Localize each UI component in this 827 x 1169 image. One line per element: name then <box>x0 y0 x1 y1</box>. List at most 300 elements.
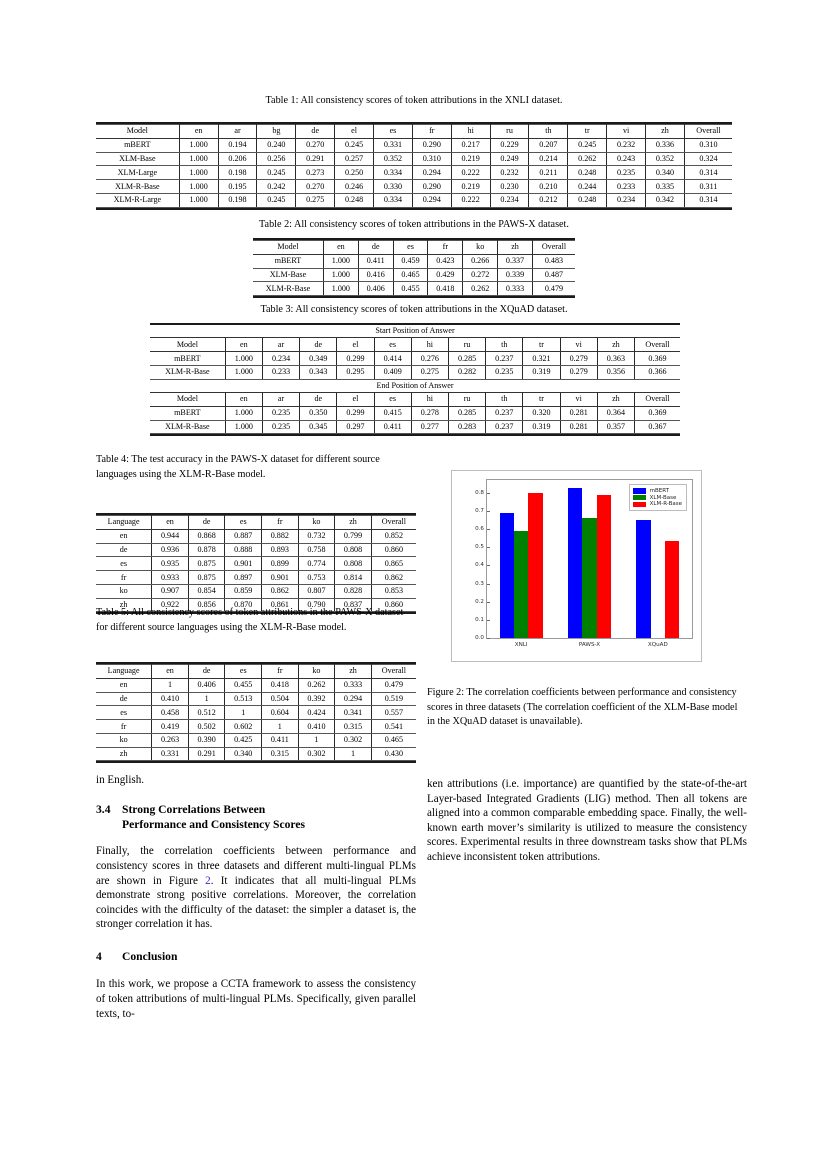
table-cell: 0.319 <box>523 420 560 434</box>
table-header-cell: hi <box>411 393 448 407</box>
table-header-cell: es <box>374 338 411 352</box>
chart-y-tick-label: 0.2 <box>475 599 487 605</box>
table-cell: 0.335 <box>646 180 685 194</box>
table-cell: 1 <box>152 678 189 692</box>
table-cell: 0.234 <box>490 193 529 207</box>
figure-2-caption: Figure 2: The correlation coefficients between performance and consistency scores in three datasets (The correlation coefficient of the XLM-Base model in the XQuAD dataset is unavailable). <box>427 687 738 728</box>
table-cell: 0.290 <box>412 138 451 152</box>
legend-item-mbert <box>633 488 682 494</box>
table-cell: 0.799 <box>335 529 372 543</box>
table-cell: 0.299 <box>337 352 374 366</box>
table-cell: 1.000 <box>179 152 218 166</box>
table-cell: 0.392 <box>298 692 335 706</box>
table-header-cell: tr <box>523 338 560 352</box>
table-cell: 0.281 <box>560 420 597 434</box>
chart-x-tick-label: XQuAD <box>647 641 668 648</box>
table-cell: XLM-R-Large <box>96 193 179 207</box>
table-cell: 0.487 <box>532 268 575 282</box>
table-cell: 0.465 <box>371 733 416 747</box>
table-cell: zh <box>96 598 152 612</box>
table-cell: XLM-R-Base <box>150 365 225 379</box>
table-row <box>253 254 575 268</box>
table-4 <box>96 515 416 612</box>
table-cell: 0.367 <box>635 420 681 434</box>
table-cell: 0.246 <box>335 180 374 194</box>
table-header-row <box>253 241 575 255</box>
table-cell: 0.369 <box>635 352 681 366</box>
table-header-cell: fr <box>262 516 299 530</box>
table-cell: fr <box>96 720 152 734</box>
table-cell: 0.808 <box>335 543 372 557</box>
table-header-cell: ar <box>262 338 299 352</box>
table-cell: 0.234 <box>262 352 299 366</box>
table-cell: 0.424 <box>298 706 335 720</box>
table-cell: XLM-Large <box>96 166 179 180</box>
table-header-cell: Model <box>150 338 225 352</box>
table-cell: 0.232 <box>490 166 529 180</box>
table-cell: 0.350 <box>300 406 337 420</box>
table-header-cell: vi <box>607 125 646 139</box>
table-cell: 0.248 <box>335 193 374 207</box>
table-cell: 0.557 <box>371 706 416 720</box>
table-cell: 0.479 <box>532 282 575 296</box>
table-cell: 0.212 <box>529 193 568 207</box>
table-cell: 0.210 <box>529 180 568 194</box>
chart-x-tick-label: XNLI <box>514 641 528 648</box>
table-header-row <box>150 393 680 407</box>
table-cell: 0.875 <box>188 557 225 571</box>
table-cell: 0.278 <box>411 406 448 420</box>
table-cell: 0.222 <box>451 193 490 207</box>
table-cell: 0.235 <box>486 365 523 379</box>
table-header-cell: de <box>300 338 337 352</box>
table-4-caption-block <box>96 453 416 482</box>
table-cell: 0.465 <box>393 268 428 282</box>
table-cell: 0.935 <box>152 557 189 571</box>
continuation-line: in English. <box>96 774 145 786</box>
chart-legend <box>629 484 687 511</box>
table-header-cell: en <box>152 516 189 530</box>
table-header-cell: Language <box>96 516 152 530</box>
table-cell: 0.901 <box>262 571 299 585</box>
table-cell: 0.237 <box>486 352 523 366</box>
table-cell: 0.297 <box>337 420 374 434</box>
chart-y-tick-label: 0.8 <box>475 490 487 496</box>
figure-2-chart <box>451 470 702 662</box>
table-header-cell: fr <box>428 241 463 255</box>
table-5-caption-block <box>96 606 416 635</box>
table-cell: 0.340 <box>225 747 262 761</box>
table-header-cell: tr <box>523 393 560 407</box>
figure-2-caption-block <box>427 686 747 730</box>
table-3 <box>150 325 680 434</box>
table-cell: 0.243 <box>607 152 646 166</box>
table-3-caption-block <box>96 303 732 318</box>
table-cell: 0.878 <box>188 543 225 557</box>
table-header-cell: de <box>188 516 225 530</box>
chart-bar <box>514 531 528 638</box>
table-header-cell: fr <box>412 125 451 139</box>
table-cell: 1 <box>262 720 299 734</box>
table-cell: 0.245 <box>335 138 374 152</box>
table-header-cell: fr <box>262 665 299 679</box>
table-cell: 0.406 <box>188 678 225 692</box>
table-cell: 0.283 <box>448 420 485 434</box>
table-cell: 0.875 <box>188 571 225 585</box>
table-cell: 0.852 <box>371 529 416 543</box>
table-cell: 0.248 <box>568 193 607 207</box>
table-cell: 0.275 <box>296 193 335 207</box>
table-cell: 0.406 <box>358 282 393 296</box>
table-cell: 0.455 <box>225 678 262 692</box>
table-header-cell: es <box>374 125 413 139</box>
table-cell: 0.330 <box>374 180 413 194</box>
table-header-cell: zh <box>498 241 533 255</box>
section-heading-4 <box>96 949 416 964</box>
table-row <box>150 352 680 366</box>
table-cell: 0.302 <box>335 733 372 747</box>
table-header-cell: ru <box>448 338 485 352</box>
table-header-cell: ko <box>298 665 335 679</box>
paragraph-3-4-part-a: Finally, the correlation coefficients between performance and consistency scores in three datasets and different multi-lingual PLMs are shown in Figure <box>96 845 416 887</box>
table-header-cell: ru <box>448 393 485 407</box>
table-header-cell: zh <box>646 125 685 139</box>
table-cell: 0.256 <box>257 152 296 166</box>
table-header-cell: tr <box>568 125 607 139</box>
table-cell: 0.270 <box>296 180 335 194</box>
table-cell: 0.430 <box>371 747 416 761</box>
table-group-title-row <box>150 325 680 338</box>
table-header-cell: Model <box>253 241 323 255</box>
section-4-number: 4 <box>96 949 102 963</box>
table-cell: XLM-R-Base <box>253 282 323 296</box>
table-cell: 0.334 <box>374 193 413 207</box>
table-cell: 0.458 <box>152 706 189 720</box>
table-cell: 0.425 <box>225 733 262 747</box>
table-header-row <box>96 125 732 139</box>
table-cell: 0.234 <box>607 193 646 207</box>
table-cell: XLM-R-Base <box>96 180 179 194</box>
table-row <box>96 557 416 571</box>
table-cell: 0.235 <box>262 420 299 434</box>
table-cell: 0.276 <box>411 352 448 366</box>
table-cell: 0.411 <box>374 420 411 434</box>
right-column-body <box>427 777 747 865</box>
table-cell: 0.315 <box>262 747 299 761</box>
table-cell: 0.513 <box>225 692 262 706</box>
table-cell: 0.333 <box>498 282 533 296</box>
table-cell: 0.364 <box>597 406 634 420</box>
table-cell: 0.245 <box>257 193 296 207</box>
table-cell: 0.860 <box>371 543 416 557</box>
table-cell: 0.229 <box>490 138 529 152</box>
table-row <box>96 166 732 180</box>
table-cell: 0.363 <box>597 352 634 366</box>
section-heading-3-4 <box>96 802 416 833</box>
table-cell: 0.285 <box>448 352 485 366</box>
table-cell: 0.753 <box>298 571 335 585</box>
table-cell: 0.828 <box>335 584 372 598</box>
table-cell: 0.266 <box>463 254 498 268</box>
table-header-cell: en <box>323 241 358 255</box>
table-cell: 0.352 <box>646 152 685 166</box>
table-row <box>96 138 732 152</box>
table-header-cell: Overall <box>532 241 575 255</box>
table-row <box>253 268 575 282</box>
table-header-cell: th <box>486 393 523 407</box>
table-cell: 0.862 <box>371 571 416 585</box>
table-cell: 0.859 <box>225 584 262 598</box>
table-cell: ko <box>96 733 152 747</box>
table-cell: 0.194 <box>218 138 257 152</box>
table-header-cell: Overall <box>635 393 681 407</box>
table-cell: 0.341 <box>335 706 372 720</box>
table-cell: 0.279 <box>560 352 597 366</box>
table-5 <box>96 664 416 761</box>
table-header-cell: el <box>335 125 374 139</box>
table-row <box>96 193 732 207</box>
table-header-cell: Overall <box>371 516 416 530</box>
table-2-caption: Table 2: All consistency scores of token attributions in the PAWS-X dataset. <box>259 219 569 230</box>
table-cell: 0.245 <box>257 166 296 180</box>
table-header-cell: de <box>188 665 225 679</box>
table-cell: 0.936 <box>152 543 189 557</box>
table-cell: 0.837 <box>335 598 372 612</box>
table-5-block <box>96 662 416 763</box>
figure-2-reference-link[interactable]: 2 <box>205 874 211 887</box>
table-cell: 0.295 <box>337 365 374 379</box>
table-row <box>96 678 416 692</box>
table-header-cell: hi <box>411 338 448 352</box>
table-1-bottomrule <box>96 208 732 210</box>
table-1-caption: Table 1: All consistency scores of token attributions in the XNLI dataset. <box>265 95 563 106</box>
table-cell: 0.310 <box>412 152 451 166</box>
table-cell: 0.340 <box>646 166 685 180</box>
table-cell: 0.249 <box>490 152 529 166</box>
table-cell: 0.870 <box>225 598 262 612</box>
table-cell: 0.195 <box>218 180 257 194</box>
table-cell: 0.290 <box>412 180 451 194</box>
chart-y-tick-label: 0.4 <box>475 562 487 568</box>
table-cell: 1.000 <box>179 193 218 207</box>
table-cell: 0.245 <box>568 138 607 152</box>
table-header-cell: zh <box>335 516 372 530</box>
table-cell: 0.356 <box>597 365 634 379</box>
legend-swatch-mbert <box>633 488 646 493</box>
table-row <box>96 543 416 557</box>
table-cell: fr <box>96 571 152 585</box>
table-group-title: Start Position of Answer <box>150 325 680 338</box>
table-cell: 1.000 <box>179 180 218 194</box>
chart-y-tick-label: 0.1 <box>475 617 487 623</box>
table-header-cell: es <box>374 393 411 407</box>
table-cell: 0.237 <box>486 406 523 420</box>
table-cell: 0.291 <box>296 152 335 166</box>
table-header-cell: es <box>225 516 262 530</box>
chart-y-tick-label: 0.5 <box>475 544 487 550</box>
table-cell: mBERT <box>150 406 225 420</box>
table-header-cell: th <box>529 125 568 139</box>
table-2 <box>253 240 575 296</box>
chart-y-tick-label: 0.7 <box>475 508 487 514</box>
table-cell: 0.270 <box>296 138 335 152</box>
table-cell: 0.242 <box>257 180 296 194</box>
table-cell: 0.272 <box>463 268 498 282</box>
table-cell: 0.314 <box>684 166 732 180</box>
table-row <box>96 529 416 543</box>
table-cell: 0.888 <box>225 543 262 557</box>
table-header-cell: zh <box>597 338 634 352</box>
table-header-cell: vi <box>560 393 597 407</box>
chart-y-tick-label: 0.0 <box>475 635 487 641</box>
table-cell: 0.233 <box>607 180 646 194</box>
table-cell: 0.343 <box>300 365 337 379</box>
table-cell: 0.282 <box>448 365 485 379</box>
table-5-caption: Table 5: All consistency scores of token attributions in the PAWS-X dataset for different source languages using the XLM-R-Base model. <box>96 607 404 633</box>
table-cell: mBERT <box>96 138 179 152</box>
table-cell: 0.248 <box>568 166 607 180</box>
table-header-row <box>96 665 416 679</box>
table-cell: 0.758 <box>298 543 335 557</box>
table-cell: 1.000 <box>323 268 358 282</box>
table-cell: 0.429 <box>428 268 463 282</box>
table-cell: 0.244 <box>568 180 607 194</box>
table-2-bottomrule <box>253 296 575 298</box>
table-group-title-row <box>150 379 680 392</box>
table-cell: 1 <box>188 692 225 706</box>
chart-y-tick-label: 0.6 <box>475 526 487 532</box>
table-cell: 0.219 <box>451 152 490 166</box>
table-cell: 0.868 <box>188 529 225 543</box>
table-header-cell: de <box>358 241 393 255</box>
table-row <box>96 152 732 166</box>
table-cell: 0.807 <box>298 584 335 598</box>
table-cell: 0.331 <box>152 747 189 761</box>
table-cell: 0.257 <box>335 152 374 166</box>
table-cell: 0.519 <box>371 692 416 706</box>
table-cell: de <box>96 543 152 557</box>
table-header-cell: de <box>296 125 335 139</box>
table-cell: 0.732 <box>298 529 335 543</box>
table-cell: 0.319 <box>523 365 560 379</box>
table-cell: 0.275 <box>411 365 448 379</box>
table-cell: 0.345 <box>300 420 337 434</box>
table-cell: 0.882 <box>262 529 299 543</box>
table-row <box>96 180 732 194</box>
table-cell: 0.419 <box>152 720 189 734</box>
table-row <box>150 406 680 420</box>
table-cell: 0.273 <box>296 166 335 180</box>
table-cell: 0.893 <box>262 543 299 557</box>
table-cell: 0.418 <box>428 282 463 296</box>
legend-label-mbert: mBERT <box>649 488 670 495</box>
table-header-cell: ru <box>490 125 529 139</box>
section-4-title: Conclusion <box>122 949 178 963</box>
table-header-cell: en <box>225 338 262 352</box>
table-cell: XLM-R-Base <box>150 420 225 434</box>
table-header-cell: es <box>393 241 428 255</box>
table-header-cell: en <box>152 665 189 679</box>
table-cell: 0.409 <box>374 365 411 379</box>
table-cell: 0.907 <box>152 584 189 598</box>
table-cell: 0.321 <box>523 352 560 366</box>
table-cell: 0.853 <box>371 584 416 598</box>
table-cell: 0.314 <box>684 193 732 207</box>
table-row <box>150 365 680 379</box>
table-header-cell: Overall <box>635 338 681 352</box>
table-cell: 0.459 <box>393 254 428 268</box>
table-cell: mBERT <box>253 254 323 268</box>
table-header-cell: Overall <box>684 125 732 139</box>
legend-swatch-xlm-base <box>633 495 646 500</box>
table-cell: de <box>96 692 152 706</box>
legend-swatch-xlm-r-base <box>633 502 646 507</box>
table-header-cell: hi <box>451 125 490 139</box>
table-header-cell: ko <box>298 516 335 530</box>
section-3-4-number: 3.4 <box>96 802 111 816</box>
table-cell: 0.277 <box>411 420 448 434</box>
table-cell: 0.235 <box>607 166 646 180</box>
table-header-cell: Model <box>96 125 179 139</box>
table-cell: 0.854 <box>188 584 225 598</box>
chart-x-tick-label: PAWS-X <box>578 641 601 648</box>
table-cell: 0.263 <box>152 733 189 747</box>
table-3-bottomrule <box>150 434 680 436</box>
table-cell: 0.294 <box>412 193 451 207</box>
table-cell: 1.000 <box>225 406 262 420</box>
table-cell: ko <box>96 584 152 598</box>
table-cell: 0.865 <box>371 557 416 571</box>
table-row <box>150 420 680 434</box>
table-cell: 0.279 <box>560 365 597 379</box>
table-header-cell: el <box>337 338 374 352</box>
table-cell: 0.302 <box>298 747 335 761</box>
table-1-block <box>96 122 732 210</box>
table-header-row <box>150 338 680 352</box>
table-cell: 0.198 <box>218 193 257 207</box>
section-3-4-title-line2: Performance and Consistency Scores <box>122 818 306 831</box>
table-row <box>253 282 575 296</box>
table-cell: 0.349 <box>300 352 337 366</box>
table-4-caption: Table 4: The test accuracy in the PAWS-X dataset for different source languages using the XLM-R-Base model. <box>96 454 380 480</box>
legend-item-xlm-base <box>633 495 682 501</box>
table-cell: 0.299 <box>337 406 374 420</box>
table-cell: 0.331 <box>374 138 413 152</box>
table-header-row <box>96 516 416 530</box>
table-cell: 0.366 <box>635 365 681 379</box>
table-5-bottomrule <box>96 761 416 763</box>
table-cell: 0.415 <box>374 406 411 420</box>
table-cell: 0.483 <box>532 254 575 268</box>
table-cell: 0.604 <box>262 706 299 720</box>
legend-item-xlm-r-base <box>633 501 682 507</box>
table-cell: 0.479 <box>371 678 416 692</box>
table-cell: 0.233 <box>262 365 299 379</box>
table-cell: 0.455 <box>393 282 428 296</box>
table-header-cell: es <box>225 665 262 679</box>
table-cell: XLM-Base <box>253 268 323 282</box>
chart-bar <box>665 541 679 638</box>
table-header-cell: Model <box>150 393 225 407</box>
table-cell: 0.222 <box>451 166 490 180</box>
table-cell: 0.336 <box>646 138 685 152</box>
table-cell: 0.887 <box>225 529 262 543</box>
table-1-caption-block <box>96 94 732 109</box>
table-cell: 0.790 <box>298 598 335 612</box>
table-cell: es <box>96 706 152 720</box>
table-4-block <box>96 513 416 614</box>
table-header-cell: en <box>225 393 262 407</box>
